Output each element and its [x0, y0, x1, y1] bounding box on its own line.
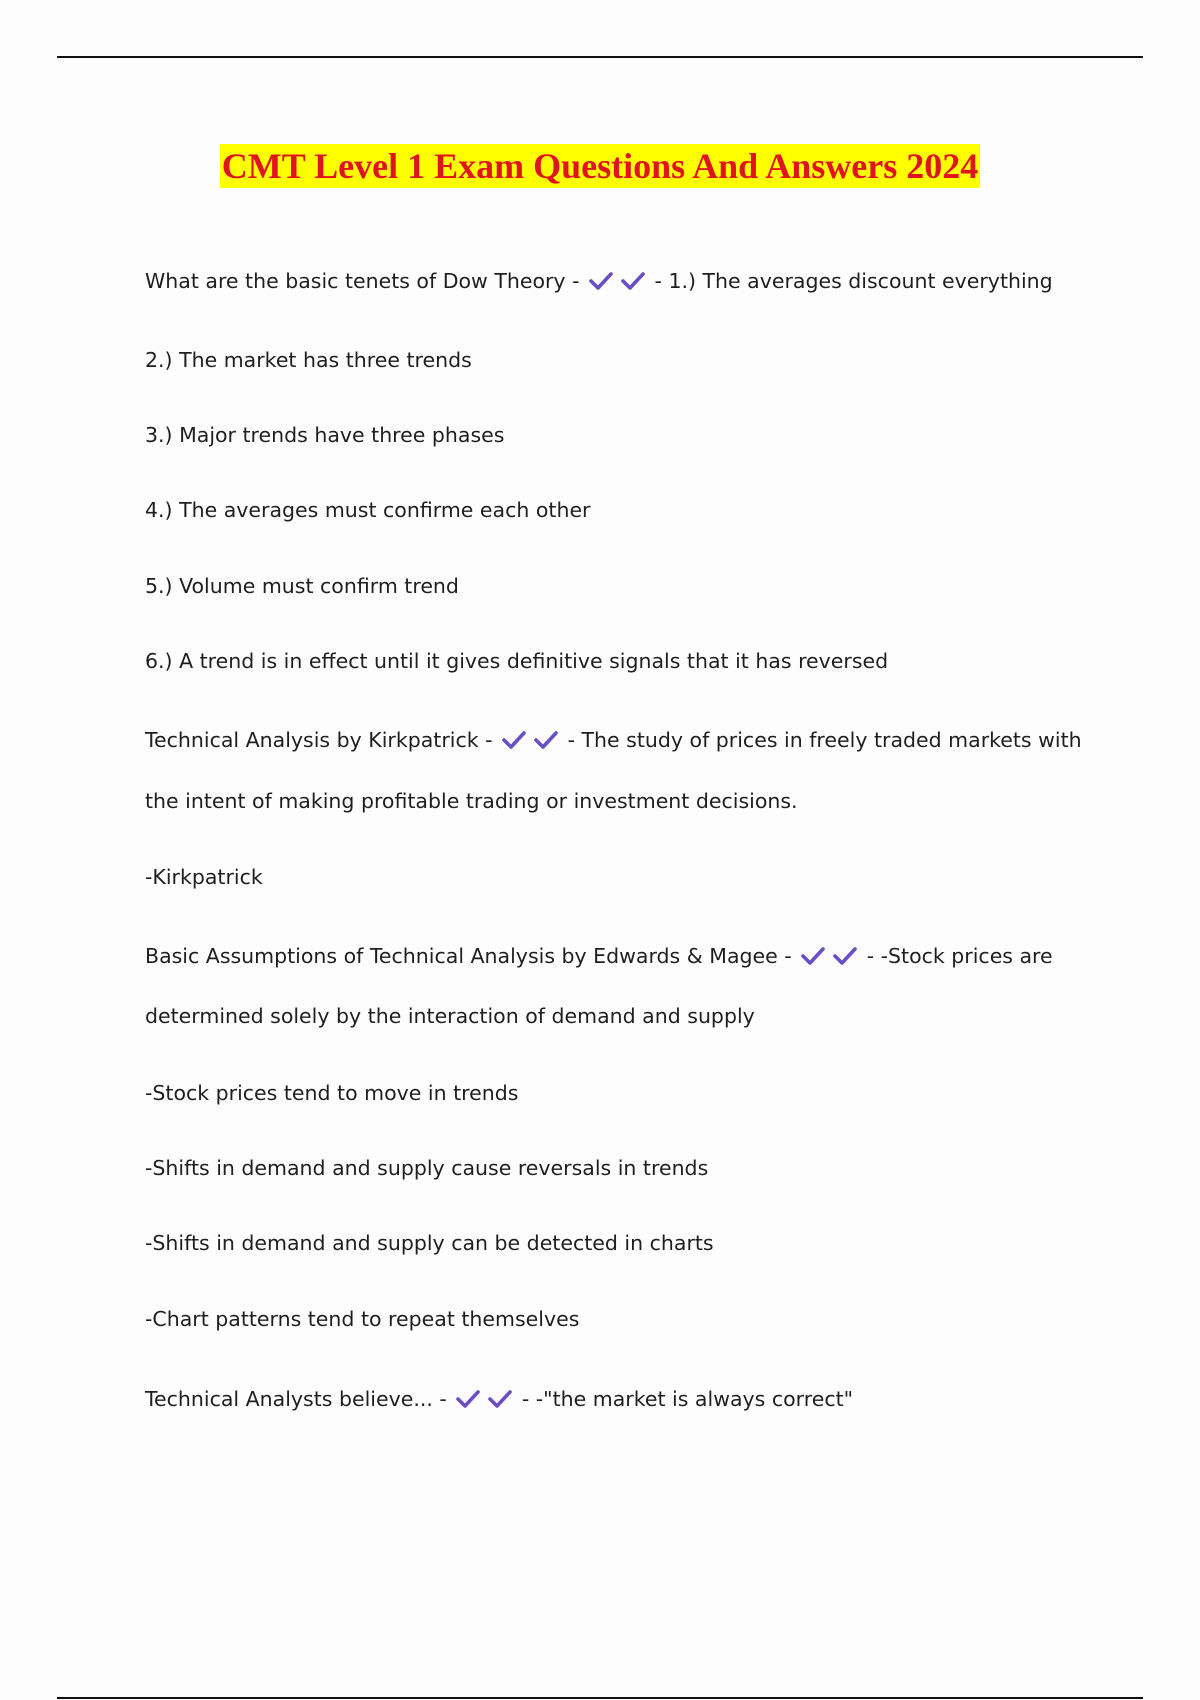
qa-item-question-line [145, 268, 1053, 297]
footer-rule [57, 1697, 1143, 1699]
qa-item-question-line [145, 727, 1082, 756]
check-icon [620, 271, 646, 291]
answer-point: 5.) Volume must confirm trend [145, 574, 459, 598]
answer-point: 3.) Major trends have three phases [145, 423, 505, 447]
title-container [0, 144, 1200, 188]
check-icon [533, 730, 559, 750]
answer-text: - -Stock prices are [866, 944, 1053, 968]
answer-text: - -"the market is always correct" [521, 1387, 854, 1411]
answer-point: -Kirkpatrick [145, 865, 263, 889]
check-marks [501, 730, 559, 756]
question-text: Technical Analysis by Kirkpatrick - [145, 728, 493, 752]
check-icon [501, 730, 527, 750]
header-rule [57, 56, 1143, 58]
answer-point: -Stock prices tend to move in trends [145, 1081, 519, 1105]
check-icon [800, 946, 826, 966]
question-text: Basic Assumptions of Technical Analysis by Edwards & Magee - [145, 944, 792, 968]
answer-continuation: determined solely by the interaction of demand and supply [145, 1004, 755, 1028]
check-icon [588, 271, 614, 291]
answer-point: -Chart patterns tend to repeat themselves [145, 1307, 580, 1331]
qa-item-question-line [145, 1386, 853, 1415]
answer-text: - The study of prices in freely traded markets with [567, 728, 1082, 752]
qa-item-question-line [145, 943, 1053, 972]
document-title: CMT Level 1 Exam Questions And Answers 2024 [221, 146, 979, 186]
question-text: What are the basic tenets of Dow Theory - [145, 269, 580, 293]
answer-text: - 1.) The averages discount everything [654, 269, 1053, 293]
answer-point: -Shifts in demand and supply can be detected in charts [145, 1231, 714, 1255]
check-marks [588, 271, 646, 297]
check-marks [455, 1389, 513, 1415]
answer-point: 6.) A trend is in effect until it gives definitive signals that it has reversed [145, 649, 889, 673]
check-icon [487, 1389, 513, 1409]
check-marks [800, 946, 858, 972]
check-icon [832, 946, 858, 966]
answer-point: -Shifts in demand and supply cause reversals in trends [145, 1156, 709, 1180]
answer-continuation: the intent of making profitable trading or investment decisions. [145, 789, 798, 813]
check-icon [455, 1389, 481, 1409]
answer-point: 4.) The averages must confirme each other [145, 498, 591, 522]
question-text: Technical Analysts believe... - [145, 1387, 447, 1411]
answer-point: 2.) The market has three trends [145, 348, 472, 372]
